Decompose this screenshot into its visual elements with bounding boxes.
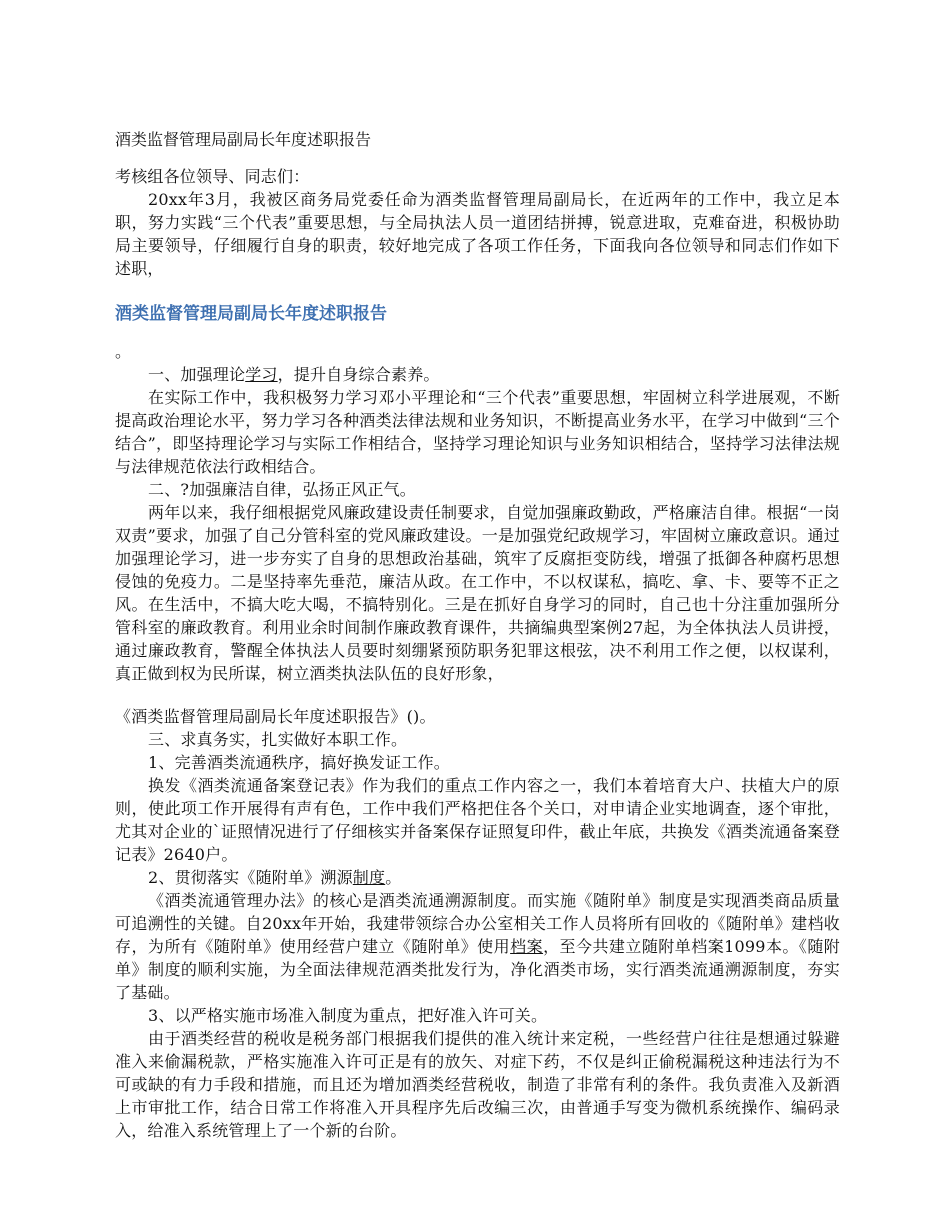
section-1-post: ，提升自身综合素养。	[277, 365, 440, 384]
subsection-3-2-pre: 2、贯彻落实《随附单》溯源	[148, 868, 353, 887]
subsection-3-3: 3、以严格实施市场准入制度为重点，把好准入许可关。	[148, 1006, 548, 1025]
paragraph-4	[115, 889, 840, 1004]
section-1-pre: 一、加强理论	[148, 365, 246, 384]
section-1-heading	[115, 363, 840, 386]
section-3-heading: 三、求真务实，扎实做好本职工作。	[148, 730, 408, 749]
paragraph-1: 在实际工作中，我积极努力学习邓小平理论和“三个代表”重要思想，牢固树立科学进展观，不断提高政治理论水平，努力学习各种酒类法律法规和业务知识，不断提高业务水平，在学习中做到“三个结合”，即坚持理论学习与实际工作相结合，坚持学习理论知识与业务知识相结合，坚持学习法律法规与法律规范依法行政相结合。	[115, 388, 840, 476]
archive-link[interactable]: 档案	[510, 937, 544, 956]
study-link[interactable]: 学习	[245, 365, 278, 384]
subsection-3-2	[115, 866, 840, 889]
subsection-3-2-post: 。	[385, 868, 402, 887]
paragraph-4-post: ，至今共建立随附单档案1099本。《随附单》制度的顺利实施，为全面法律规范酒类批发行为，净化酒类市场，实行酒类流通溯源制度，夯实了基础。	[115, 937, 840, 1002]
separator-dot: 。	[115, 342, 132, 361]
intro-paragraph: 20xx年3月，我被区商务局党委任命为酒类监督管理局副局长，在近两年的工作中，我立足本职，努力实践“三个代表”重要思想，与全局执法人员一道团结拼搏，锐意进取，克难奋进，积极协助局主要领导，仔细履行自身的职责，较好地完成了各项工作任务，下面我向各位领导和同志们作如下述职，	[115, 190, 840, 278]
document-page	[115, 128, 840, 1142]
section-heading: 酒类监督管理局副局长年度述职报告	[115, 304, 387, 324]
system-link[interactable]: 制度	[352, 868, 386, 887]
subsection-3-1: 1、完善酒类流通秩序，搞好换发证工作。	[148, 753, 450, 772]
paragraph-5: 由于酒类经营的税收是税务部门根据我们提供的准入统计来定税，一些经营户往往是想通过躲避准入来偷漏税款，严格实施准入许可正是有的放矢、对症下药，不仅是纠正偷税漏税这种违法行为不可或缺的有力手段和措施，而且还为增加酒类经营税收，制造了非常有利的条件。我负责准入及新酒上市审批工作，结合日常工作将准入开具程序先后改编三次，由普通手写变为微机系统操作、编码录入，给准入系统管理上了一个新的台阶。	[115, 1029, 840, 1140]
paragraph-2: 两年以来，我仔细根据党风廉政建设责任制要求，自觉加强廉政勤政，严格廉洁自律。根据“一岗双责”要求，加强了自己分管科室的党风廉政建设。一是加强党纪政规学习，牢固树立廉政意识。通过加强理论学习，进一步夯实了自身的思想政治基础，筑牢了反腐拒变防线，增强了抵御各种腐朽思想侵蚀的免疫力。二是坚持率先垂范，廉洁从政。在工作中，不以权谋私，搞吃、拿、卡、要等不正之风。在生活中，不搞大吃大喝，不搞特别化。三是在抓好自身学习的同时，自己也十分注重加强所分管科室的廉政教育。利用业余时间制作廉政教育课件，共摘编典型案例27起，为全体执法人员讲授，通过廉政教育，警醒全体执法人员要时刻绷紧预防职务犯罪这根弦，决不利用工作之便，以权谋利，真正做到权为民所谋，树立酒类执法队伍的良好形象，	[115, 503, 840, 683]
salutation: 考核组各位领导、同志们：	[115, 167, 310, 186]
section-2-heading: 二、?加强廉洁自律，弘扬正风正气。	[148, 480, 416, 499]
paragraph-3: 换发《酒类流通备案登记表》作为我们的重点工作内容之一，我们本着培育大户、扶植大户的原则，使此项工作开展得有声有色，工作中我们严格把住各个关口，对申请企业实地调查，逐个审批，尤其对企业的`证照情况进行了仔细核实并备案保存证照复印件，截止年底，共换发《酒类流通备案登记表》2640户。	[115, 776, 840, 864]
document-title: 酒类监督管理局副局长年度述职报告	[115, 130, 372, 149]
citation-line: 《酒类监督管理局副局长年度述职报告》()。	[115, 707, 436, 726]
paragraph-4-pre: 《酒类流通管理办法》的核心是酒类流通溯源制度。而实施《随附单》制度是实现酒类商品质量可追溯性的关键。自20xx年开始，我建带领综合办公室相关工作人员将所有回收的《随附单》建档收存，为所有《随附单》使用经营户建立《随附单》使用	[115, 891, 840, 956]
